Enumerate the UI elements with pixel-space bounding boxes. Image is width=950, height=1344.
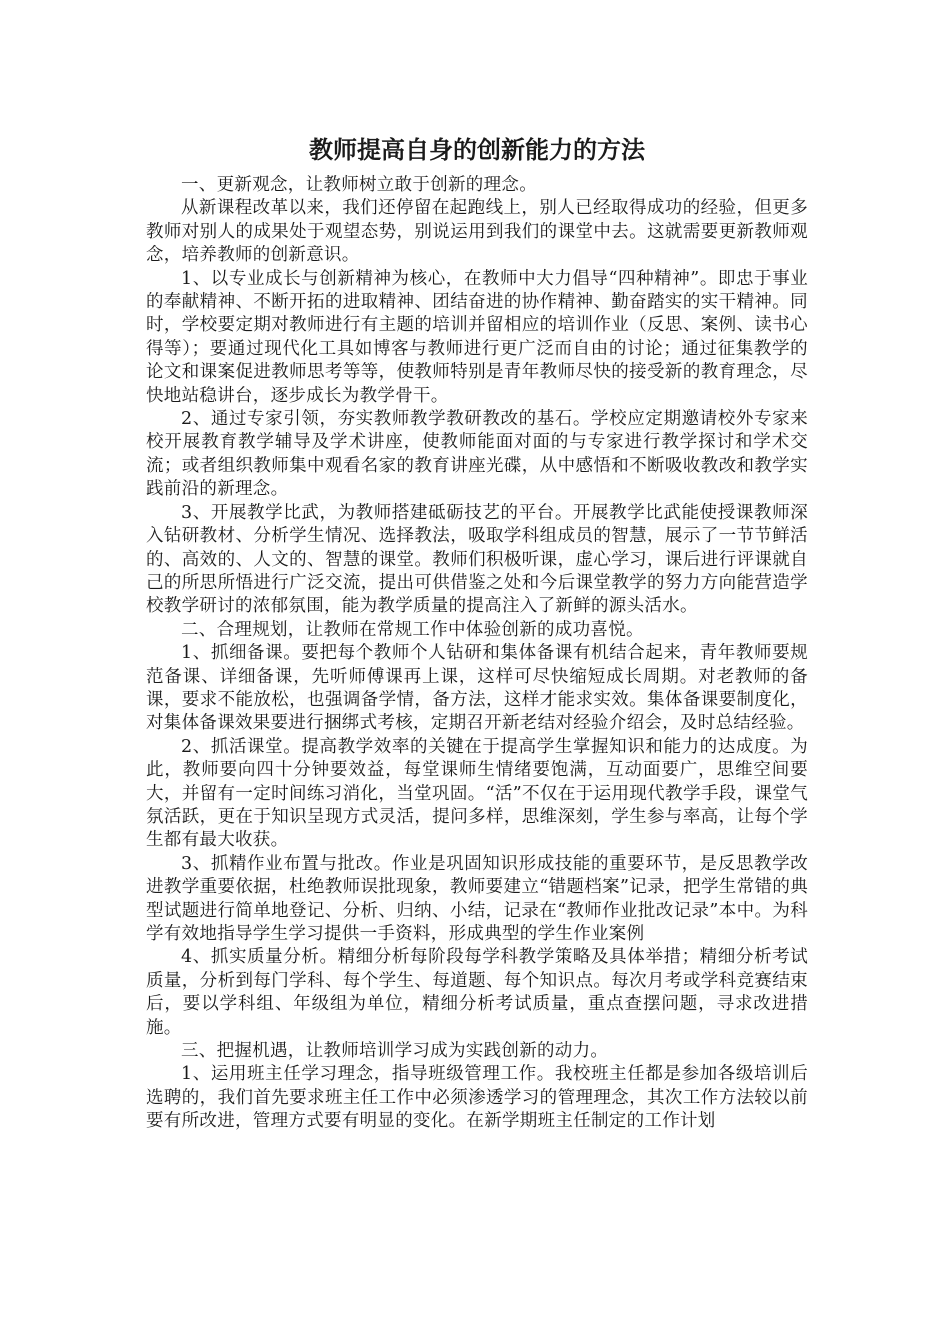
paragraph: 1、抓细备课。要把每个教师个人钻研和集体备课有机结合起来，青年教师要规范备课、详细备课，先听师傅课再上课，这样可尽快缩短成长周期。对老教师的备课，要求不能放松，也强调备学情，备方法，这样才能求实效。集体备课要制度化，对集体备课效果要进行捆绑式考核，定期召开新老结对经验介绍会，及时总结经验。 [146, 643, 808, 734]
paragraph: 1、以专业成长与创新精神为核心，在教师中大力倡导“四种精神”。即忠于事业的奉献精神、不断开拓的进取精神、团结奋进的协作精神、勤奋踏实的实干精神。同时，学校要定期对教师进行有主题的培训并留相应的培训作业（反思、案例、读书心得等）；要通过现代化工具如博客与教师进行更广泛而自由的讨论；通过征集教学的论文和课案促进教师思考等等，使教师特别是青年教师尽快的接受新的教育理念，尽快地站稳讲台，逐步成长为教学骨干。 [146, 268, 808, 406]
document-page [146, 132, 808, 1134]
section-heading-1: 一、更新观念，让教师树立敢于创新的理念。 [181, 175, 537, 195]
section-heading-2: 二、合理规划，让教师在常规工作中体验创新的成功喜悦。 [181, 619, 644, 640]
paragraph: 2、抓活课堂。提高教学效率的关键在于提高学生掌握知识和能力的达成度。为此，教师要向四十分钟要效益，每堂课师生情绪要饱满，互动面要广，思维空间要大，并留有一定时间练习消化，当堂巩固。“活”不仅在于运用现代教学手段，课堂气氛活跃，更在于知识呈现方式灵活，提问多样，思维深刻，学生参与率高，让每个学生都有最大收获。 [146, 736, 808, 851]
document-title: 教师提高自身的创新能力的方法 [309, 136, 645, 164]
paragraph: 3、开展教学比武，为教师搭建砥砺技艺的平台。开展教学比武能使授课教师深入钻研教材、分析学生情况、选择教法，吸取学科组成员的智慧，展示了一节节鲜活的、高效的、人文的、智慧的课堂。教师们积极听课，虚心学习，课后进行评课就自己的所思所悟进行广泛交流，提出可供借鉴之处和今后课堂教学的努力方向能营造学校教学研讨的浓郁氛围，能为教学质量的提高注入了新鲜的源头活水。 [146, 502, 808, 617]
paragraph: 从新课程改革以来，我们还停留在起跑线上，别人已经取得成功的经验，但更多教师对别人的成果处于观望态势，别说运用到我们的课堂中去。这就需要更新教师观念，培养教师的创新意识。 [146, 198, 808, 266]
paragraph: 3、抓精作业布置与批改。作业是巩固知识形成技能的重要环节，是反思教学改进教学重要依据，杜绝教师误批现象，教师要建立“错题档案”记录，把学生常错的典型试题进行简单地登记、分析、归纳、小结，记录在“教师作业批改记录”本中。为科学有效地指导学生学习提供一手资料，形成典型的学生作业案例 [146, 853, 808, 944]
paragraph: 4、抓实质量分析。精细分析每阶段每学科教学策略及具体举措；精细分析考试质量，分析到每门学科、每个学生、每道题、每个知识点。每次月考或学科竞赛结束后，要以学科组、年级组为单位，精细分析考试质量，重点查摆问题，寻求改进措施。 [146, 947, 808, 1038]
section-heading-3: 三、把握机遇，让教师培训学习成为实践创新的动力。 [181, 1041, 609, 1062]
paragraph: 2、通过专家引领，夯实教师教学教研教改的基石。学校应定期邀请校外专家来校开展教育教学辅导及学术讲座，使教师能面对面的与专家进行教学探讨和学术交流；或者组织教师集中观看名家的教育讲座光碟，从中感悟和不断吸收教改和教学实践前沿的新理念。 [146, 409, 808, 500]
paragraph: 1、运用班主任学习理念，指导班级管理工作。我校班主任都是参加各级培训后选聘的，我们首先要求班主任工作中必须渗透学习的管理理念，其次工作方法较以前要有所改进，管理方式要有明显的变化。在新学期班主任制定的工作计划 [146, 1064, 808, 1132]
